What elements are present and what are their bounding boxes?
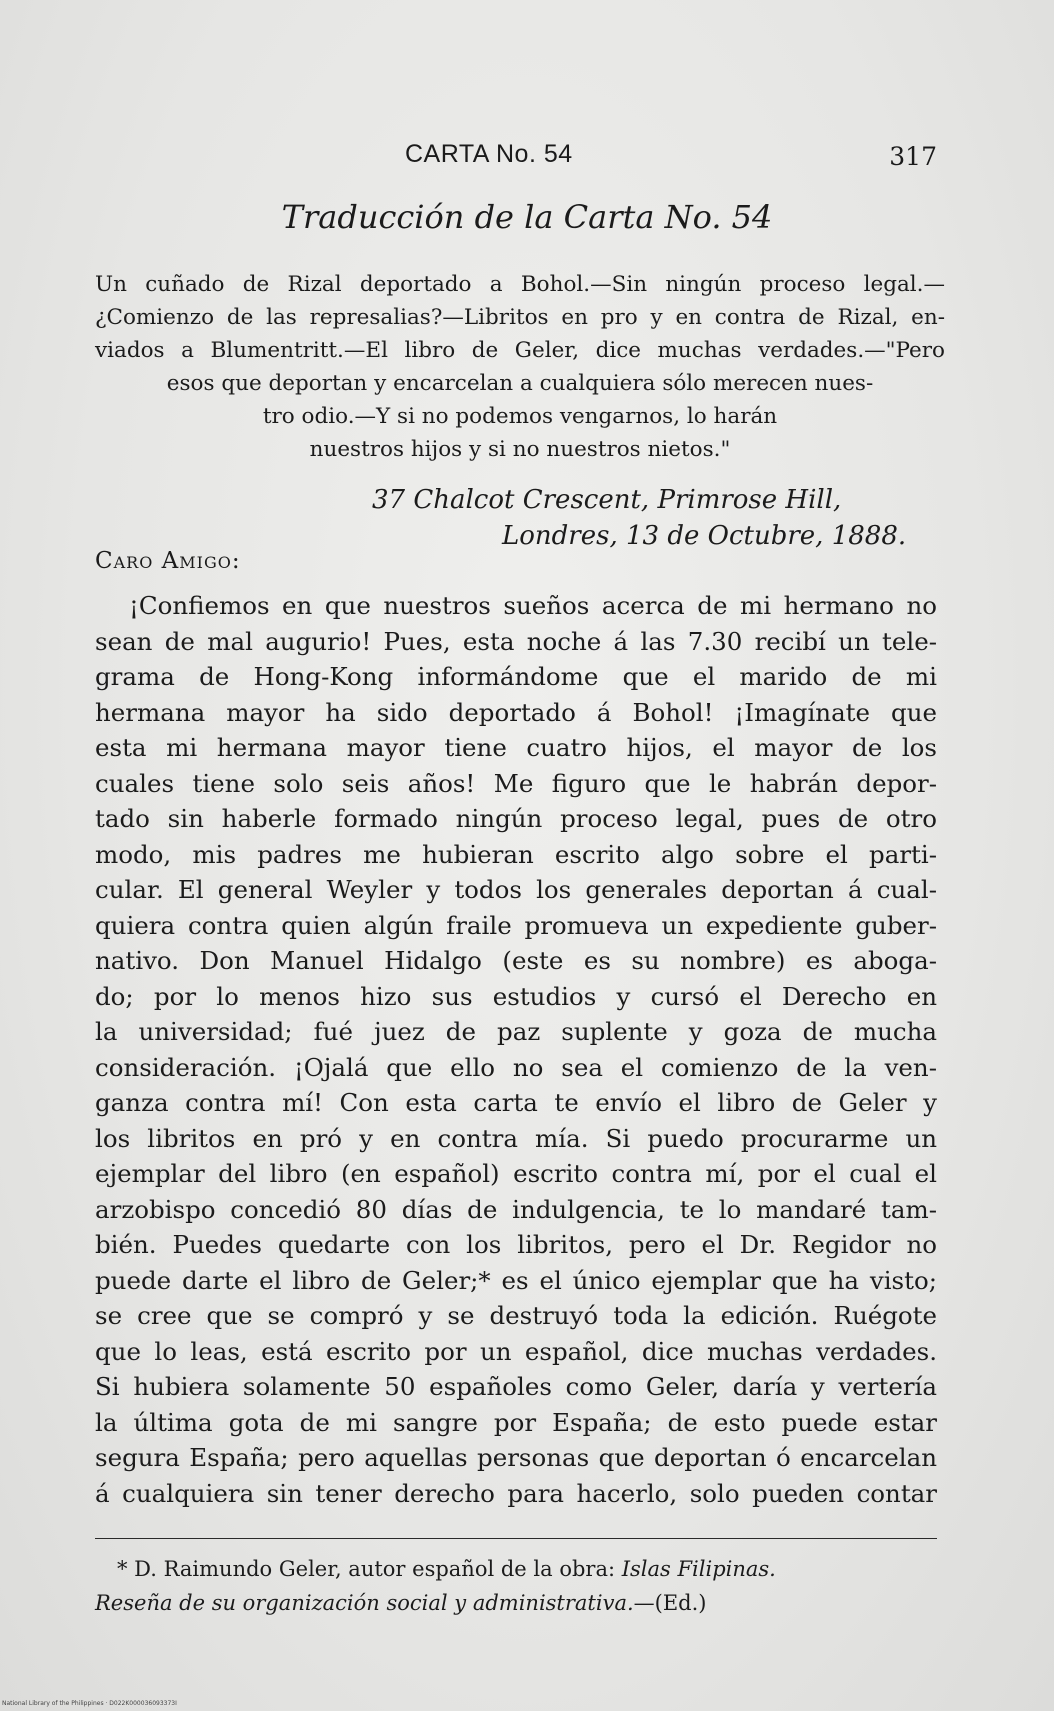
body-line: la universidad; fué juez de paz suplente y goza de mucha [95,1017,937,1046]
body-line: tado sin haberle formado ningún proceso legal, pues de otro [95,804,937,833]
body-line: bién. Puedes quedarte con los libritos, pero el Dr. Regidor no [95,1230,937,1259]
body-line: nativo. Don Manuel Hidalgo (este es su nombre) es aboga- [95,946,937,975]
footnote-divider [95,1538,937,1539]
summary-line: ¿Comienzo de las represalias?—Libritos en pro y en contra de Rizal, en- [95,305,945,330]
footnote-line [95,1552,937,1586]
body-line: los libritos en pró y en contra mía. Si puedo procurarme un [95,1123,937,1153]
footnote-editor-mark: —(Ed.) [633,1591,707,1615]
body-line: do; por lo menos hizo sus estudios y cursó el Derecho en [95,981,937,1011]
body-line: ejemplar del libro (en español) escrito contra mí, por el cual el [95,1159,937,1188]
summary-line: tro odio.—Y si no podemos vengarnos, lo harán [262,404,778,429]
summary-line: Un cuñado de Rizal deportado a Bohol.—Sin ningún proceso legal.— [95,272,945,297]
body-line: que lo leas, está escrito por un español, dice muchas verdades. [95,1336,937,1366]
summary-line: esos que deportan y encarcelan a cualquiera sólo merecen nues- [166,371,874,396]
body-line: esta mi hermana mayor tiene cuatro hijos, el mayor de los [95,733,937,762]
running-title: CARTA No. 54 [405,140,573,168]
body-line: sean de mal augurio! Pues, esta noche á las 7.30 recibí un tele- [95,626,937,656]
footnote [95,1552,937,1620]
body-line: cular. El general Weyler y todos los generales deportan á cual- [95,875,937,904]
body-line: á cualquiera sin tener derecho para hacerlo, solo pueden contar [95,1478,937,1508]
letter-body [95,588,937,1511]
running-head [95,140,945,180]
body-line: la última gota de mi sangre por España; de esto puede estar [95,1407,937,1437]
footnote-line [95,1586,937,1620]
footnote-book-subtitle: Reseña de su organización social y administrativa. [95,1591,634,1615]
letter-summary [95,268,945,466]
footnote-book-title: Islas Filipinas. [621,1557,776,1581]
body-line: hermana mayor ha sido deportado á Bohol! ¡Imagínate que [95,697,937,727]
scan-imprint: National Library of the Philippines · D022K000036093373I [2,1700,177,1707]
body-line: grama de Hong-Kong informándome que el marido de mi [95,662,937,691]
body-line: Si hubiera solamente 50 españoles como Geler, daría y vertería [95,1372,937,1401]
address-line: 37 Chalcot Crescent, Primrose Hill, [372,485,842,515]
body-line: quiera contra quien algún fraile promueva un expediente guber- [95,910,937,940]
body-line: ganza contra mí! Con esta carta te envío el libro de Geler y [95,1088,937,1117]
footnote-text: * D. Raimundo Geler, autor español de la obra: [117,1557,622,1581]
body-line: cuales tiene solo seis años! Me figuro que le habrán depor- [95,768,937,798]
sender-address [372,482,906,554]
summary-line: viados a Blumentritt.—El libro de Geler, dice muchas verdades.—"Pero [95,338,945,363]
page-number: 317 [889,142,937,171]
summary-line: nuestros hijos y si no nuestros nietos." [309,437,731,462]
date-line: Londres, 13 de Octubre, 1888. [502,521,907,551]
translation-title: Traducción de la Carta No. 54 [281,198,773,236]
body-line: puede darte el libro de Geler;* es el único ejemplar que ha visto; [95,1265,937,1295]
body-line: modo, mis padres me hubieran escrito algo sobre el parti- [95,839,937,869]
body-line: segura España; pero aquellas personas que deportan ó encarcelan [95,1443,937,1472]
body-line: consideración. ¡Ojalá que ello no sea el comienzo de la ven- [95,1052,937,1082]
salutation: Caro Amigo: [95,548,241,574]
body-line: se cree que se compró y se destruyó toda la edición. Ruégote [95,1301,937,1330]
body-line: ¡Confiemos en que nuestros sueños acerca de mi hermano no [129,591,937,620]
body-line: arzobispo concedió 80 días de indulgencia, te lo mandaré tam- [95,1194,937,1224]
